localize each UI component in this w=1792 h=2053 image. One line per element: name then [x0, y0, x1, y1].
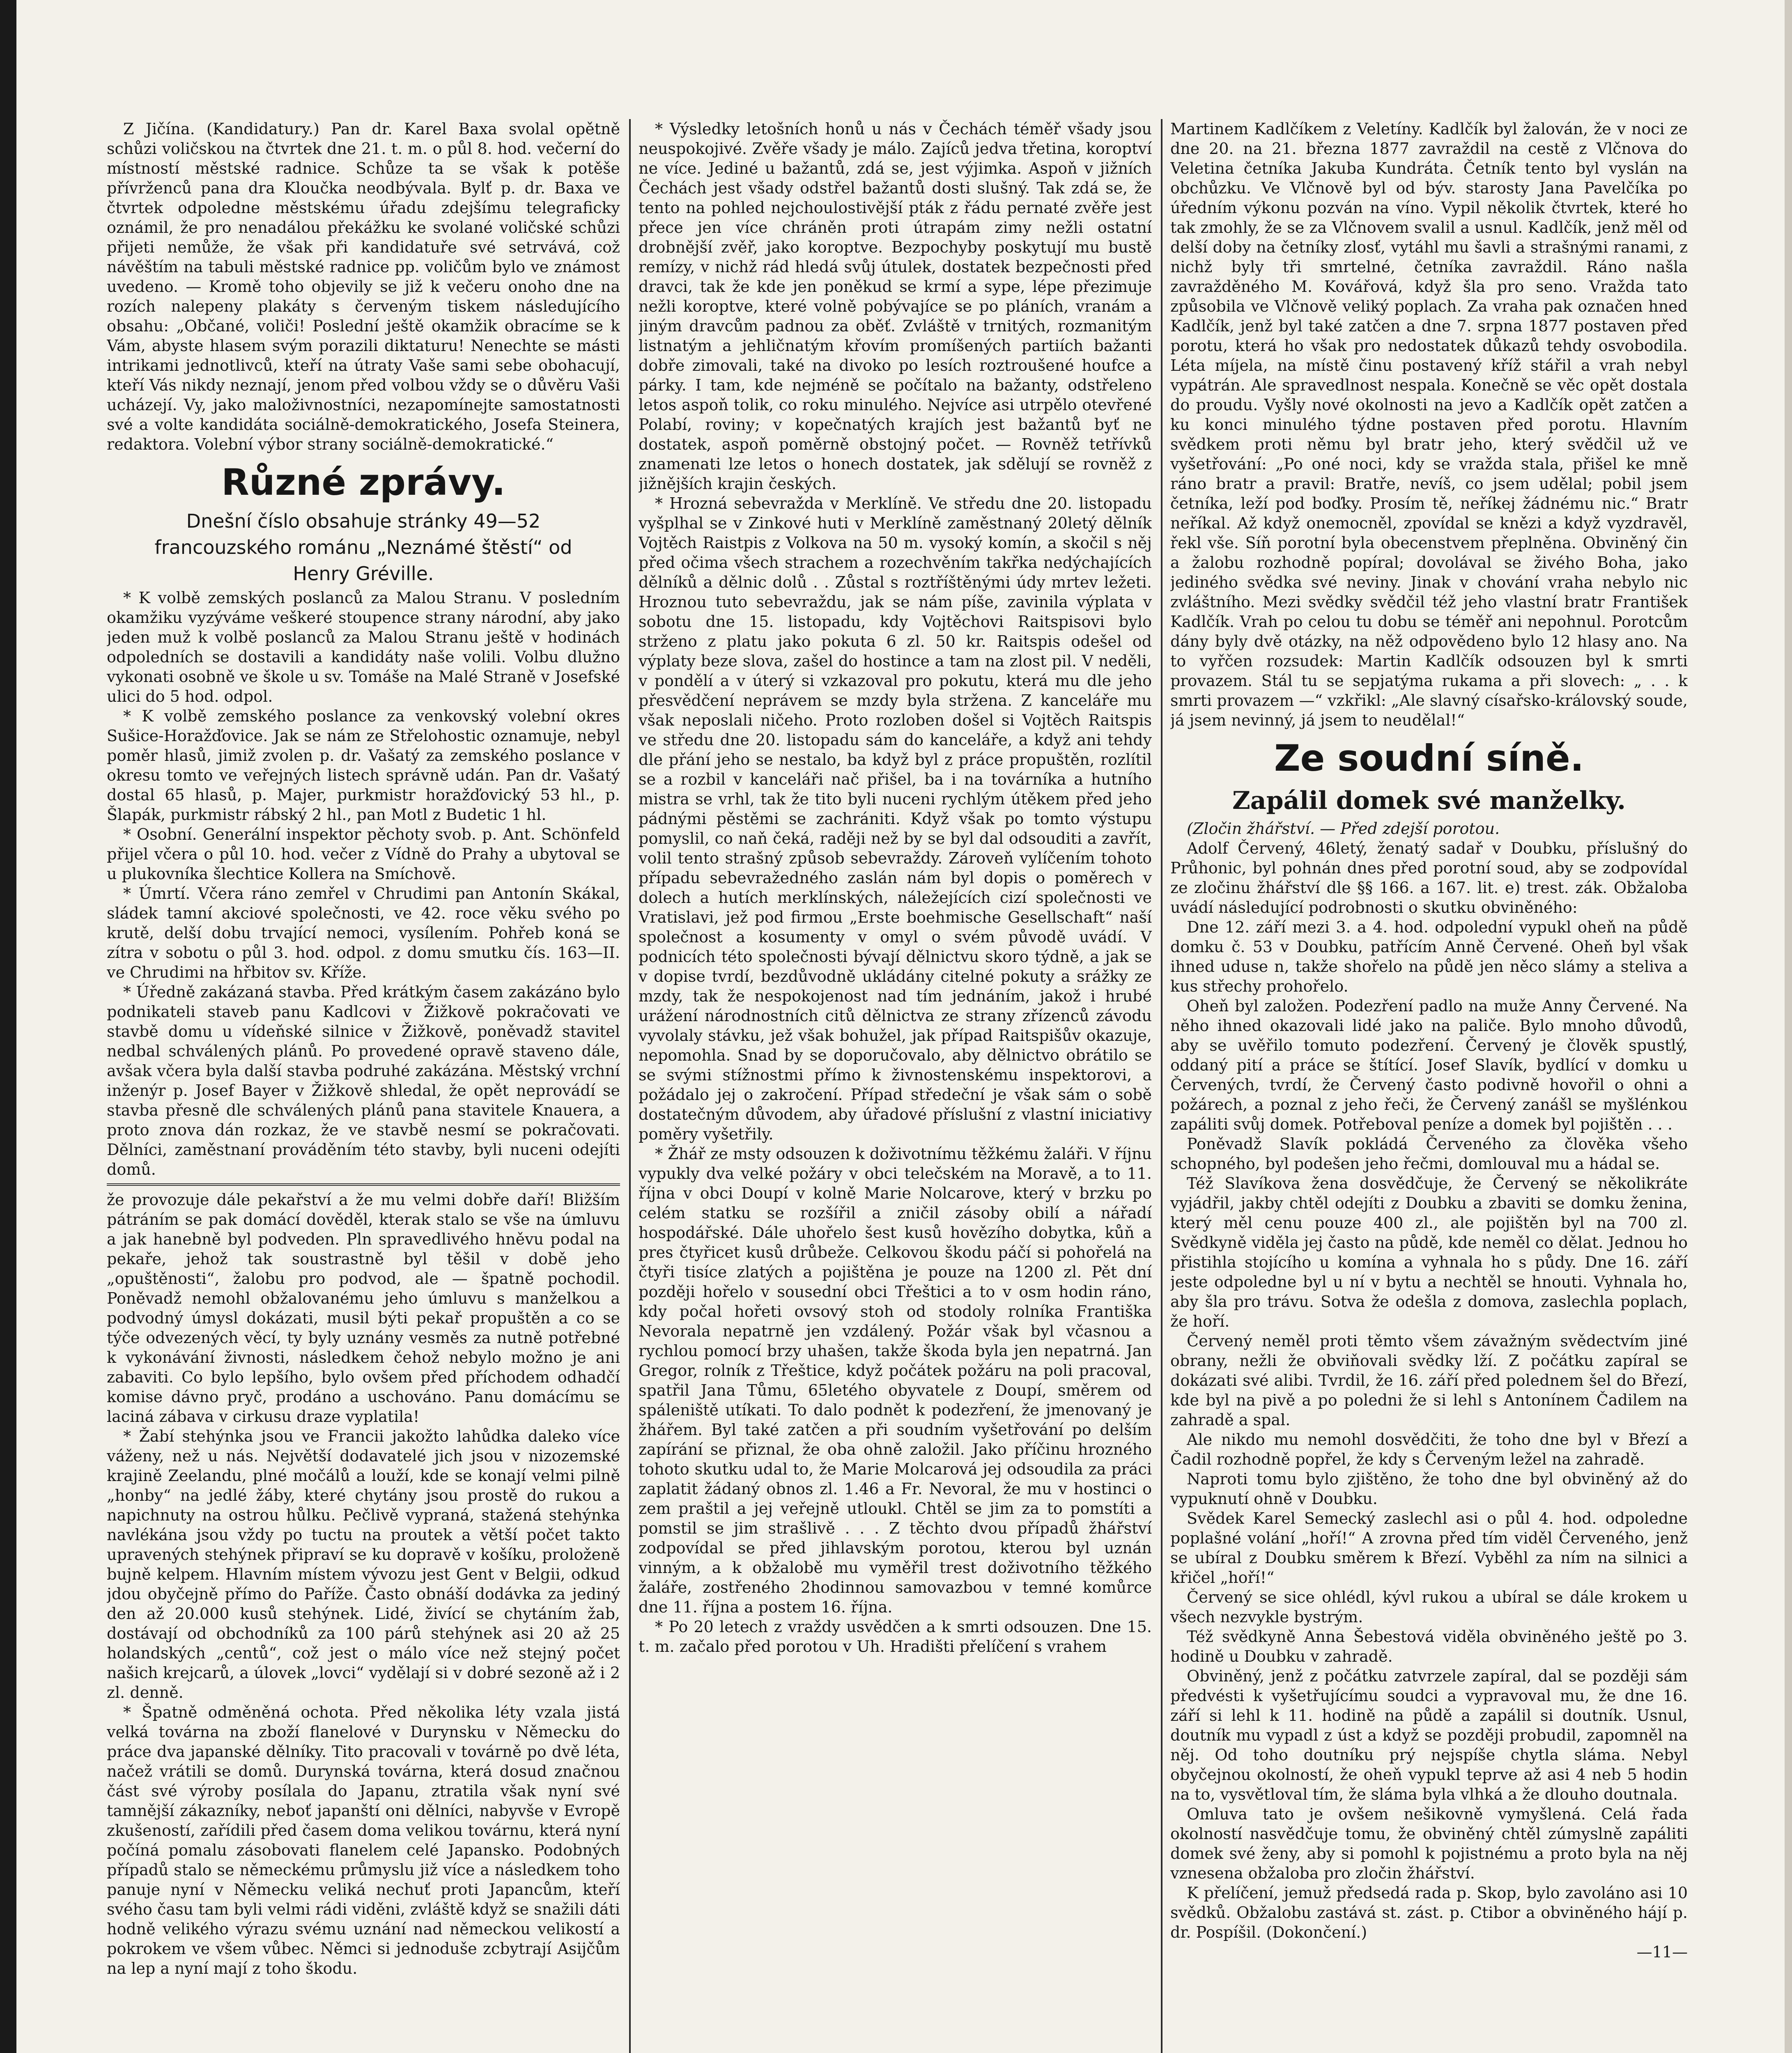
article-slavikova: Též Slavíkova žena dosvědčuje, že Červený se několikráte vyjádřil, jakby chtěl odejíti z Doubku a zbaviti se domku ženina, který měl cenu pouze 400 zl., ale pojištěn byl na 700 zl. Svědkyně viděla jej často na půdě, kde neměl co dělat. Jednou ho přistihla stojícího u komína a vyhnala ho s půdy. Dne 16. září jeste odpoledne byl u ní v bytu a nechtěl se hnouti. Vyhnala ho, aby šla pro trávu. Sotva že odešla z domova, zaslechla poplach, že hoří.	[1170, 1174, 1688, 1330]
section-title-soudni-sin: Ze soudní síně.	[1274, 737, 1584, 779]
article-po-20-letech: * Po 20 letech z vraždy usvědčen a k smrti odsouzen. Dne 15. t. m. začalo před porotou v Uh. Hradišti přelíčení s vrahem	[639, 1618, 1152, 1656]
scan-binding-edge	[0, 0, 16, 2053]
article-sebevrazda: * Hrozná sebevražda v Merklíně. Ve středu dne 20. listopadu vyšplhal se v Zinkové huti v Merklíně zaměstnaný 20letý dělník Vojtěch Raistpis z Volkova na 50 m. vysoký komín, a skočil s něj před očima všech strachem a rozechvěním takřka nedýchajících dělníků a dělnic dolů . . Zůstal s roztříštěnými údy mrtev ležeti. Hroznou tuto sebevraždu, jak se nám píše, zavinila výplata v sobotu dne 15. listopadu, kdy Vojtěchovi Raitspisovi bylo strženo z platu jako pokuta 6 zl. 50 kr. Raitspis odešel od výplaty beze slova, zašel do hostince a tam na zlost pil. V neděli, v pondělí a v úterý si vzkazoval pro pokutu, která mu dle jeho přesvědčení neprávem se mzdy byla stržena. Z kanceláře mu však neposlali ničeho. Proto rozloben došel si Vojtěch Raitspis ve středu dne 20. listopadu sám do kanceláře, a když ani tehdy dle přání jeho se nestalo, ba když byl z práce propuštěn, rozlítil se a rozbil v kanceláři nač přišel, ba i na továrníka a hutního mistra se vrhl, tak že tito byli nuceni rychlým útěkem před jeho pádnými pěstěmi se zachrániti. Když však po tomto výstupu pomyslil, co naň čeká, raději než by se byl dal odsouditi a zavřít, volil tento strašný způsob sebevraždy. Zároveň vylíčením tohoto případu sebevražedného zaslán nám byl dopis o poměrech v dolech a hutích merklínských, náležejících cizí společnosti ve Vratislavi, jež pod firmou „Erste boehmische Gesellschaft“ naší společnost a kosumenty v omyl o svém původě uvádí. V podnicích této společnosti bývají dělnictvu skoro týdně, a jak se v dopise tvrdí, bezdůvodně ukládány citelné pokuty a srážky ze mzdy, tak že nespokojenost nad tím jednáním, jakož i hrubé urážení národnostních citů dělnictva ze strany zřízenců závodu vyvolaly stávku, jež však bohužel, jak případ Raitspišův okazuje, nepomohla. Snad by se doporučovalo, aby dělnictvo obrátilo se se svými stížnostmi přímo k živnostenskému inspektorovi, a požádalo jej o zakročení. Případ středeční je však sám o sobě dostatečným důvodem, aby úřadové příslušní z vlastní iniciativy poměry vyšetřily.	[639, 494, 1152, 1143]
article-susice: * K volbě zemského poslance za venkovský volební okres Sušice-Horažďovice. Jak se nám ze Střelohostic oznamuje, nebyl poměr hlasů, jimiž zvolen p. dr. Vašatý za zemského poslance v okresu tomto ve veřejných listech správně udán. Pan dr. Vašatý dostal 65 hlasů, p. Majer, purkmistr horažďovický 53 hl., p. Šlapák, purkmistr rábský 2 hl., pan Motl z Budetic 1 hl.	[107, 707, 620, 824]
subtitle-zapalil-domek: Zapálil domek své manželky.	[1232, 786, 1626, 815]
scan-right-edge	[1785, 0, 1792, 2053]
column-1	[107, 119, 620, 2053]
article-anna: Též svědkyně Anna Šebestová viděla obviněného ještě po 3. hodině u Doubku v zahradě.	[1170, 1628, 1688, 1665]
novel-notice-line-2: francouzského románu „Neznámé štěstí“ od	[154, 536, 572, 558]
column-rule	[629, 119, 631, 2053]
article-sice: Červený se sice ohlédl, kývl rukou a ubíral se dále krokem u všech nezvykle bystrým.	[1170, 1588, 1688, 1626]
newspaper-page	[107, 119, 1688, 2053]
article-umrti: * Úmrtí. Včera ráno zemřel v Chrudimi pan Antonín Skákal, sládek tamní akciové společnosti, ve 42. roce věku svého po krutě, delší dobu trvající nemoci, vysílením. Pohřeb koná se zítra v sobotu o půl 3. hod. odpol. z domu smutku čís. 163—II. ve Chrudimi na hřbitov sv. Kříže.	[107, 884, 620, 981]
article-ale: Ale nikdo mu nemohl dosvědčiti, že toho dne byl v Březí a Čadil rozhodně popřel, že kdy s Červeným ležel na zahradě.	[1170, 1431, 1688, 1468]
article-obvineny: Obviněný, jenž z počátku zatvrzele zapíral, dal se později sám předvésti k vyšetřujícímu soudci a vypravoval mu, že dne 16. září si lehl k 11. hodině na půdě a zapálil si doutník. Usnul, doutník mu vypadl z úst a když se později probudil, zapomněl na něj. Od toho doutníku prý nejspíše chytla sláma. Nebyl obyčejnou okolností, že oheň vypukl teprve až asi 4 neb 5 hodin na to, vysvětloval tím, že sláma byla vlhká a že dlouho doutnala.	[1170, 1667, 1688, 1803]
article-ohen: Oheň byl založen. Podezření padlo na muže Anny Červené. Na něho ihned okazovali lidé jako na paliče. Bylo mnoho důvodů, aby se uvěřilo tomuto podezření. Červený je člověk spustlý, oddaný pití a práce se štítící. Josef Slavík, bydlící v domku u Červených, tvrdí, že Červený často podivně hovořil o ohni a požárech, a poznal z jeho řeči, že Červený zanášl se myšlénkou zapáliti svůj domek. Potřeboval peníze a domek byl pojištěn . . .	[1170, 997, 1688, 1133]
article-mala-strana: * K volbě zemských poslanců za Malou Stranu. V posledním okamžiku vyzýváme veškeré stoupence strany národní, aby jako jeden muž k volbě poslanců za Malou Stranu ještě v hodinách odpoledních se dostavili a kandidáty naše volili. Volbu dlužno vykonati osobně ve škole u sv. Tomáše na Malé Straně v Josefské ulici do 5 hod. odpol.	[107, 589, 620, 705]
byline: (Zločin žhářství. — Před zdejší porotou.	[1187, 820, 1500, 838]
column-2	[639, 119, 1152, 2053]
article-spatne-odmenena-ochota: * Špatně odměněná ochota. Před několika léty vzala jistá velká továrna na zboží flanelové v Durynsku v Německu do práce dva japanské dělníky. Tito pracovali v továrně po dvě léta, načež vrátili se domů. Durynská továrna, která dosud značnou část své výroby posílala do Japanu, ztratila však nyní své tamnější zákazníky, neboť japanští oni dělníci, nabyvše v Evropě zkušeností, zařídili před časem doma velikou továrnu, která nyní počíná pomalu zásobovati flanelem celé Japansko. Podobných případů stalo se německému průmyslu již více a následkem toho panuje nyní v Německu veliká nechuť proti Japancům, kteří svého času tam byli velmi rádi viděni, zvláště když se snažili dáti hodně velikého výrazu svému uznání nad německou velikostí a pokrokem ve všem vůbec. Němci si jednoduše zcbytrají Asijčům na lep a nyní mají z toho škodu.	[107, 1703, 620, 1977]
article-jicin: Z Jičína. (Kandidatury.) Pan dr. Karel Baxa svolal opětně schůzi voličskou na čtvrtek dne 21. t. m. o půl 8. hod. večerní do místností městské radnice. Schůze ta se však k potěše přívrženců pana dra Kloučka neodbývala. Bylť p. dr. Baxa ve čtvrtek odpoledne městskému úřadu zdejšímu telegraficky oznámil, že pro nenadálou překážku ke svolané voličské schůzi přijeti nemůže, že však při kandidatuře své setrvává, což návěštím na tabuli městské radnice pp. voličům bylo ve známost uvedeno. — Kromě toho objevily se již k večeru onoho dne na rozích nalepeny plakáty s červeným tiskem následujícího obsahu: „Občané, voliči! Poslední ještě okamžik obracíme se k Vám, abyste hlasem svým porazili diktaturu! Nenechte se másti intrikami jednotlivců, kteří na útraty Vaše sami sebe obohacují, kteří Vás nikdy neznají, jenom před volbou vždy se o důvěru Vaši ucházejí. Vy, jako maloživnostníci, nezapomínejte samostatnosti své a volte kandidáta sociálně-demokratického, Josefa Steinera, redaktora. Volební výbor strany sociálně-demokratické.“	[107, 120, 620, 453]
article-osobni: * Osobní. Generální inspektor pěchoty svob. p. Ant. Schönfeld přijel včera o půl 10. hod. večer z Vídně do Prahy a ubytoval se u plukovníka šlechtice Kollera na Smíchově.	[107, 825, 620, 883]
article-hony: * Výsledky letošních honů u nás v Čechách téměř všady jsou neuspokojivé. Zvěře všady je málo. Zajíců jedva třetina, koroptví ne více. Jediné u bažantů, zdá se, jest výjimka. Aspoň v jižních Čechách jest všady odstřel bažantů dosti slušný. Tak zdá se, že tento na pohled nejchoulostivější pták z řádu pernaté zvěře jest přece jen více chráněn proti útrapám zimy nežli ostatní drobnější zvěř, jako koroptve. Bezpochyby poskytují mu bustě remízy, v nichž rád hledá svůj útulek, dostatek bezpečnosti před dravci, tak že kde jen poněkud se krmí a sype, lépe přezimuje nežli koroptve, které volně pobývajíce se po pláních, vranám a jiným dravcům padnou za oběť. Zvláště v trnitých, rozmanitým listnatým a jehličnatým křovím promíšených partiích bažanti dobře zimovali, také na divoko po lesích roztroušené houfce a párky. I tam, kde nejméně se počítalo na bažanty, odstřeleno letos aspoň tolik, co roku minulého. Nejvíce asi utrpělo otevřené Polabí, roviny; v kopečnatých krajích jest bažantů byť ne dostatek, aspoň poměrně obstojný počet. — Rovněž tetřívků znamenati lze letos o honech dostatek, jak sdělují se rovněž z jižnějších krajin českých.	[639, 120, 1152, 493]
article-uredne-zakazana-stavba: * Úředně zakázaná stavba. Před krátkým časem zakázáno bylo podnikateli staveb panu Kadlcovi v Žižkově pokračovati ve stavbě domu u vídeňské silnice v Žižkově, poněvadž stavitel nedbal schválených plánů. Po provedené opravě staveno dále, avšak včera byla další stavba podruhé zakázána. Městský vrchní inženýr p. Josef Bayer v Žižkově shledal, že opět neprovádí se stavba přesně dle schválených plánů pana stavitele Knauera, a proto znova dán rozkaz, že ve stavbě nesmí se pokračovati. Dělníci, zaměstnaní prováděním této stavby, byli nuceni odejíti domů.	[107, 983, 620, 1178]
article-adolf: Adolf Červený, 46letý, ženatý sadař v Doubku, příslušný do Průhonic, byl pohnán dnes před porotní soud, aby se zodpovídal ze zločinu žhářství dle §§ 166. a 167. lit. e) trest. zák. Obžaloba uvádí následující podrobnosti o skutku obviněného:	[1170, 839, 1688, 916]
end-mark: —11—	[1636, 1943, 1688, 1961]
section-title-ruzne-zpravy: Různé zprávy.	[221, 461, 505, 503]
divider	[107, 1183, 620, 1186]
article-kadlcik: Martinem Kadlčíkem z Veletíny. Kadlčík byl žalován, že v noci ze dne 20. na 21. března 1877 zavraždil na cestě z Vlčnova do Veletina četníka Jakuba Kundráta. Četník tento byl vyslán na obchůzku. Ve Vlčnově byl od býv. starosty Jana Pavelčíka po úředním výkonu pozván na víno. Vypil několik čtvrtek, které ho tak zmohly, že se za Vlčnovem svalil a usnul. Kadlčík, jenž měl od delší doby na četníky zlosť, vytáhl mu šavli a strašnými ranami, z nichž byly tři smrtelné, četníka zavraždil. Ráno našla zavražděného M. Kovářová, když šla pro seno. Vražda tato způsobila ve Vlčnově veliký poplach. Za vraha pak označen hned Kadlčík, jenž byl také zatčen a dne 7. srpna 1877 postaven před porotu, která ho však pro nedostatek důkazů tehdy osvobodila. Léta míjela, na místě činu postavený kříž stářil a vrah nebyl vypátrán. Ale spravedlnost nespala. Konečně se věc opět dostala do proudu. Vyšly nové okolnosti na jevo a Kadlčík opět zatčen a ku konci minulého týdne postaven před porotu. Hlavním svědkem proti němu byl bratr jeho, který svědčil už ve vyšetřování: „Po oné noci, kdy se vražda stala, přišel ke mně ráno bratr a pravil: Bratře, nevíš, co jsem udělal; pobil jsem četníka, leží pod boďky. Prosím tě, neříkej žádnému nic.“ Bratr neříkal. Až když onemocněl, zpovídal se knězi a když vyzdravěl, řekl vše. Síň porotní byla obecenstvem přeplněna. Obviněný čin a žalobu rozhodně popíral; dovolával se živého Boha, jako jediného svědka své neviny. Jinak v chování vraha nebylo nic zvláštního. Mezi svědky svědčil též jeho vlastní bratr František Kadlčík. Vrah po celou tu dobu se téměř ani nepohnul. Porotcům dány byly dvě otázky, na něž odpovědeno bylo 12 hlasy ano. Na to vyřčen rozsudek: Martin Kadlčík odsouzen byl k smrti provazem. Stál tu se sepjatýma rukama a při slovech: „ . . k smrti provazem —“ vzkřikl: „Ale slavný císařsko-královský soude, já jsem nevinný, já jsem to neudělal!“	[1170, 120, 1688, 729]
article-svedek: Svědek Karel Semecký zaslechl asi o půl 4. hod. odpoledne poplašné volání „hoří!“ A zrovna před tím viděl Červeného, jenž se ubíral z Doubku směrem k Březí. Vyběhl za ním na silnici a křičel „hoří!“	[1170, 1509, 1688, 1587]
novel-notice-line-1: Dnešní číslo obsahuje stránky 49—52	[186, 510, 541, 532]
article-ponevadz: Poněvadž Slavík pokládá Červeného za člověka všeho schopného, byl podešen jeho řečmi, domlouval mu a hádal se.	[1170, 1135, 1688, 1173]
article-dne12: Dne 12. září mezi 3. a 4. hod. odpolední vypukl oheň na půdě domku č. 53 v Doubku, patřícím Anně Červené. Oheň byl však ihned uduse n, takže shořelo na půdě jen něco slámy a steliva a kus střechy prohořelo.	[1170, 918, 1688, 995]
article-preliceni: K přelíčení, jemuž předsedá rada p. Skop, bylo zavoláno asi 10 svědků. Obžalobu zastává st. zást. p. Ctibor a obviněného hájí p. dr. Pospíšil. (Dokončení.)	[1170, 1884, 1688, 1941]
article-omluva: Omluva tato je ovšem nešikovně vymyšlená. Celá řada okolností nasvědčuje tomu, že obviněný chtěl zúmyslně zapáliti domek své ženy, aby si pomohl k pojistnému a proto byla na něj vznesena obžaloba pro zločin žhářství.	[1170, 1805, 1688, 1882]
novel-notice-line-3: Henry Gréville.	[293, 563, 434, 585]
column-rule	[1161, 119, 1163, 2053]
column-3	[1170, 119, 1688, 2053]
article-pekarstvi: že provozuje dále pekařství a že mu velmi dobře daří! Bližším pátráním se pak domácí dověděl, kterak stalo se vše na úmluvu a jak hanebně byl podveden. Pln spravedlivého hněvu podal na pekaře, jehož tak soustrastně byl těšil v době jeho „opuštěnosti“, žalobu pro podvod, ale — špatně pochodil. Poněvadž nemohl obžalovanému jeho úmluvu s manželkou a podvodný úmysl dokázati, musil býti pekař propuštěn a co se týče odvezených věcí, ty byly uznány vesměs za nutně potřebné k vykonávání živnosti, následkem čehož nebylo možno je ani zabaviti. Co bylo lepšího, bylo ovšem před příchodem odhadčí komise dávno pryč, prodáno a uschováno. Panu domácímu se laciná zábava v cirkusu draze vyplatila!	[107, 1191, 620, 1426]
article-naproti: Naproti tomu bylo zjištěno, že toho dne byl obviněný až do vypuknutí ohně v Doubku.	[1170, 1470, 1688, 1508]
article-zhar: * Žhář ze msty odsouzen k doživotnímu těžkému žaláři. V říjnu vypukly dva velké požáry v obci telečském na Moravě, a to 11. října v obci Doupí v kolně Marie Nolcarove, který v brzku po celém statku se rozšířil a zničil zásoby obilí a nářadí hospodářské. Dále uhořelo šest kusů hovězího dobytka, kůň a pres čtyřicet kusů drůbeže. Celkovou škodu páčí si pohořelá na čtyři tisíce zlatých a pojištěna je pouze na 1200 zl. Pět dní později hořelo v sousední obci Třeštici a to v osm hodin ráno, kdy počal hořeti ovsový stoh od stodoly rolníka Františka Nevorala nepatrně jen vzdálený. Požár však byl včasnou a rychlou pomocí brzy uhašen, takže škoda byla jen nepatrná. Jan Gregor, rolník z Třeštice, když počátek požáru na poli pracoval, spatřil Jana Tůmu, 65letého obyvatele z Doupí, směrem od spáleniště utíkati. To dalo podnět k podezření, že jmenovaný je žhářem. Byl také zatčen a při soudním vyšetřování po delším zapírání se přiznal, že oba ohně založil. Jako příčinu hrozného tohoto skutku udal to, že Marie Molcarová jej odsoudila za práci zaplatit žádaný obnos zl. 1.46 a Fr. Nevoral, že mu v hostinci o zem praštil a jej veřejně utloukl. Chtěl se jim za to pomstíti a pomstil se jim strašlivě . . . Z těchto dvou případů žhářství zodpovídal se před jihlavským porotou, kterou byl uznán vinným, a k obžalobě mu vyměřil trest doživotního těžkého žaláře, zostřeného 2hodinnou samovazbou v temné komůrce dne 11. října a postem 16. října.	[639, 1145, 1152, 1616]
article-zabi-stehynka: * Žabí stehýnka jsou ve Francii jakožto lahůdka daleko více váženy, než u nás. Největší dodavatelé jich jsou v nizozemské krajině Zeelandu, plné močálů a louží, kde se konají velmi pilně „honby“ na jedlé žáby, které chytány jsou prostě do rukou a napichnuty na ostrou hůlku. Pečlivě vypraná, stažená stehýnka navlékána jsou vždy po tuctu na proutek a větší počet takto upravených stehýnek připraví se ku dopravě v košíku, proloženě bujně kelpem. Hlavním místem vývozu jest Gent v Belgii, odkud jdou obyčejně přímo do Paříže. Často obnáší dodávka za jediný den až 20.000 kusů stehýnek. Lidé, živící se chytáním žab, dostávají od obchodníků za 100 párů stehýnek asi 20 až 25 holandských „centů“, což jest o málo více než stejný počet našich krejcarů, a úlovek „lovci“ vydělají si v dobré sezoně až i 2 zl. denně.	[107, 1427, 620, 1702]
article-cerveny: Červený neměl proti těmto všem závažným svědectvím jiné obrany, nežli že obviňovali svědky lží. Z počátku zapíral se dokázati své alibi. Tvrdil, že 16. září před polednem šel do Březí, kde byl na pivě a po poledni že si lehl s Antonínem Čadilem na zahradě a spal.	[1170, 1332, 1688, 1429]
